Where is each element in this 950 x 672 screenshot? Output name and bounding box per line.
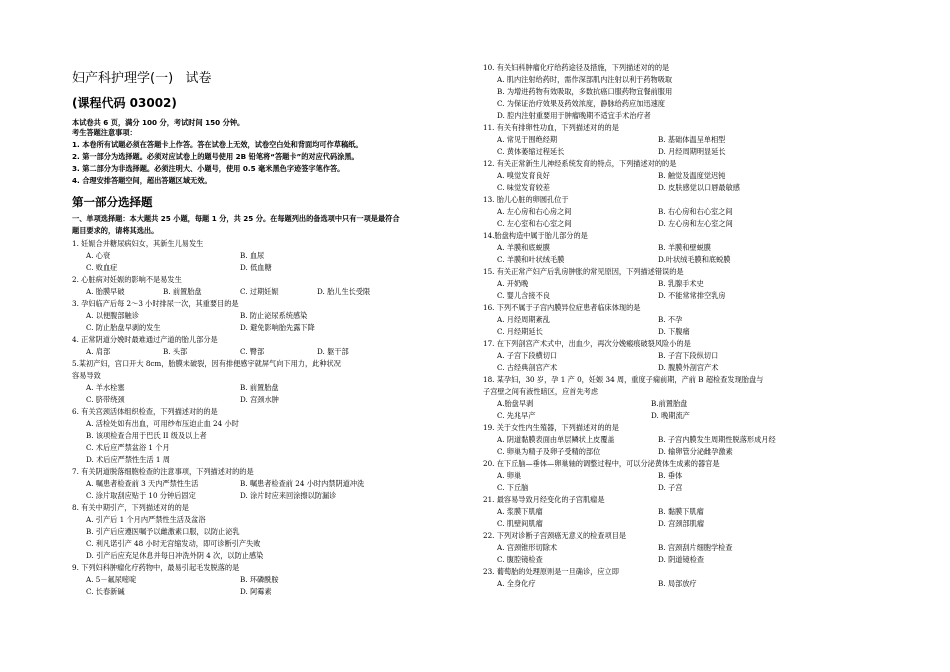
answer-option: B. 该项检查合用于巴氏 II 级及以上者 [86, 431, 207, 440]
answer-option: C. 臀部 [240, 347, 265, 356]
answer-option: D. 腔内注射重要用于肿瘤晚期不适宜手术治疗者 [497, 111, 651, 120]
question-stem: 20. 在下丘脑—垂体—卵巢轴的调整过程中，可以分泌黄体生成素的器官是 [483, 459, 720, 468]
answer-option: A. 5－氟尿嘧啶 [86, 575, 137, 584]
answer-option: A. 心衰 [86, 251, 111, 260]
question-stem: 17. 在下列剖宫产术式中，出血少，再次分娩瘢痕破裂风险小的是 [483, 339, 691, 348]
answer-option: B. 为增进药物有效吸取，多数抗癌口服药物宜餐前服用 [497, 87, 673, 96]
answer-option: D. 不能常常排空乳房 [658, 291, 726, 300]
answer-option: A. 全身化疗 [497, 579, 536, 588]
answer-option: B. 子宫下段纵切口 [658, 351, 719, 360]
answer-option: C. 术后应严禁盆浴 1 个月 [86, 443, 170, 452]
answer-option: C. 先兆早产 [497, 411, 536, 420]
answer-option: C. 长春新碱 [86, 587, 125, 596]
answer-option: C. 婴儿含接不良 [497, 291, 550, 300]
question-stem: 5.某初产妇，宫口开大 8cm，胎膜未破裂，因有排便感宇就屏气向下用力，此种状况 [72, 359, 341, 368]
answer-option: C. 利凡诺引产 48 小时无宫缩发动，即可诊断引产失败 [86, 539, 261, 548]
answer-option: D. 输卵管分泌雌孕激素 [658, 447, 733, 456]
exam-info: 本试卷共 6 页，满分 100 分，考试时间 150 分钟。 [72, 118, 245, 127]
answer-option: B. 子宫内膜发生周期性脱落形成月经 [658, 435, 776, 444]
question-stem: 14.胎盘构造中属于胎儿部分的是 [483, 231, 588, 240]
answer-option: D. 皮肤感觉以口唇最敏感 [658, 183, 740, 192]
answer-option: B. 基础体温呈单相型 [658, 135, 726, 144]
question-stem: 22. 下列对诊断子宫颈癌无意义的检查项目是 [483, 531, 627, 540]
answer-option: D. 子宫 [658, 483, 683, 492]
question-stem: 容易导致 [72, 371, 101, 380]
answer-option: A.胎盘早剥 [497, 399, 534, 408]
question-stem: 18. 某孕妇，30 岁，孕 1 产 0，妊娠 34 周，重度子痫前期，产前 B 超检查发现胎盘与 [483, 375, 764, 384]
question-stem: 子宫壁之间有液性暗区，应首先考虑 [483, 387, 599, 396]
answer-option: C. 黄体萎缩过程延长 [497, 147, 565, 156]
answer-option: C. 防止胎盘早剥的发生 [86, 323, 161, 332]
answer-option: D. 宫颈部肌瘤 [658, 519, 705, 528]
answer-option: D. 下腹痛 [658, 327, 690, 336]
answer-option: B. 头部 [163, 347, 188, 356]
answer-option: A. 以便腹部触诊 [86, 311, 139, 320]
answer-option: B. 乳腺手术史 [658, 279, 704, 288]
answer-option: D. 胎儿生长受限 [317, 287, 371, 296]
answer-option: B. 嘱患者检查前 24 小时内禁阴道冲洗 [240, 479, 365, 488]
answer-option: B. 黏膜下肌瘤 [658, 507, 704, 516]
answer-option: B. 羊膜和壁蜕膜 [658, 243, 711, 252]
section-instruction-2: 题目要求的，请将其选出。 [72, 226, 159, 235]
answer-option: B. 引产后应遵医嘱予以雌激素口服，以防止泌乳 [86, 527, 240, 536]
answer-option: A. 羊膜和底蜕膜 [497, 243, 550, 252]
answer-option: B. 前置胎盘 [240, 383, 279, 392]
answer-option: D. 月经周期明显延长 [658, 147, 726, 156]
answer-option: A. 开奶晚 [497, 279, 529, 288]
answer-option: D. 避免影响胎先露下降 [240, 323, 315, 332]
answer-option: C. 卵巢为精子及卵子受精的部位 [497, 447, 601, 456]
answer-option: D. 晚期流产 [651, 411, 690, 420]
answer-option: C. 肌壁间肌瘤 [497, 519, 543, 528]
answer-option: C. 腹腔镜检查 [497, 555, 543, 564]
note-4: 4. 合理安排答题空间，超出答题区域无效。 [72, 176, 212, 185]
answer-option: A. 胎膜早破 [86, 287, 125, 296]
answer-option: B. 不孕 [658, 315, 683, 324]
question-stem: 16. 下列不属于子宫内膜异位症患者临床体现的是 [483, 303, 641, 312]
answer-option: A. 引产后 1 个月内严禁性生活及盆浴 [86, 515, 206, 524]
answer-option: D. 左心房和左心室之间 [658, 219, 733, 228]
answer-option: B.前置胎盘 [651, 399, 688, 408]
part-one-heading: 第一部分选择题 [72, 195, 153, 209]
answer-option: A. 阴道黏膜表面由单层鳞状上皮覆盖 [497, 435, 615, 444]
answer-option: B. 垂体 [658, 471, 683, 480]
question-stem: 2. 心脏病对妊娠的影响不是易发生 [72, 275, 182, 284]
answer-option: C. 羊膜和叶状绒毛膜 [497, 255, 565, 264]
answer-option: D. 引产后应充足休息并每日冲洗外阴 4 次，以防止感染 [86, 551, 264, 560]
section-instruction-1: 一、单项选择题：本大题共 25 小题，每题 1 分，共 25 分。在每题列出的备选项中只有一项是最符合 [72, 214, 400, 223]
answer-option: A. 肩部 [86, 347, 111, 356]
answer-option: B. 宫颈刮片细胞学检查 [658, 543, 733, 552]
answer-option: A. 左心房和右心房之间 [497, 207, 572, 216]
answer-option: C. 左心室和右心室之间 [497, 219, 572, 228]
answer-option: A. 卵巢 [497, 471, 522, 480]
question-stem: 15. 有关正常产妇产后乳房肿胀的常见原因，下列描述错误的是 [483, 267, 684, 276]
answer-option: B. 右心房和右心室之间 [658, 207, 733, 216]
answer-option: A. 肌内注射给药时，需作深部肌内注射以利于药物吸取 [497, 75, 673, 84]
answer-option: B. 血尿 [240, 251, 265, 260]
question-stem: 12. 有关正常新生儿神经系统发育的特点，下列描述对的的是 [483, 159, 677, 168]
answer-option: C. 涂片取刮应贴于 10 分钟后固定 [86, 491, 196, 500]
answer-option: C. 为保证治疗效果及药效浓度，静脉给药应加迅速度 [497, 99, 665, 108]
question-stem: 8. 有关中期引产，下列描述对的的是 [72, 503, 189, 512]
answer-option: D. 术后应严禁性生活 1 周 [86, 455, 170, 464]
answer-option: C. 下丘脑 [497, 483, 529, 492]
answer-option: C. 脐带绕颈 [86, 395, 125, 404]
answer-option: A. 常见于围绝经期 [497, 135, 558, 144]
answer-option: A. 浆膜下肌瘤 [497, 507, 543, 516]
answer-option: D. 腹膜外剖宫产术 [658, 363, 719, 372]
answer-option: D. 阴道镜检查 [658, 555, 705, 564]
question-stem: 4. 正常阴道分娩时最难通过产道的胎儿部分是 [72, 335, 218, 344]
answer-option: D. 涂片时应来回涂擦以防漏诊 [240, 491, 337, 500]
question-stem: 6. 有关宫颈活体组织检查，下列描述对的的是 [72, 407, 218, 416]
question-stem: 9. 下列妇科肿瘤化疗药物中，最易引起毛发脱落的是 [72, 563, 240, 572]
answer-option: A. 活检处如有出血，可用纱布压迫止血 24 小时 [86, 419, 239, 428]
answer-option: A. 子宫下段横切口 [497, 351, 558, 360]
question-stem: 7. 有关阴道脱落细胞检查的注意事项，下列描述对的的是 [72, 467, 254, 476]
answer-option: A. 月经周期紊乱 [497, 315, 550, 324]
answer-option: C. 败血症 [86, 263, 118, 272]
answer-option: D. 阿霉素 [240, 587, 272, 596]
question-stem: 11. 有关有排卵性功血，下列描述对的的是 [483, 123, 619, 132]
answer-option: C. 月经期延长 [497, 327, 543, 336]
course-code: (课程代码 03002) [72, 96, 177, 110]
question-stem: 13. 胎儿心脏的卵圆孔位于 [483, 195, 569, 204]
answer-option: A. 宫颈锥形切除术 [497, 543, 558, 552]
answer-option: B. 局部放疗 [658, 579, 697, 588]
note-1: 1. 本卷所有试题必须在答题卡上作答。答在试卷上无效，试卷空白处和背面均可作草稿纸。 [72, 140, 363, 149]
answer-option: B. 环磷酰胺 [240, 575, 279, 584]
question-stem: 3. 孕妇临产后每 2～3 小时排尿一次，其重要目的是 [72, 299, 239, 308]
question-stem: 1. 妊娠合并糖尿病妇女，其新生儿易发生 [72, 239, 204, 248]
answer-option: D. 低血糖 [240, 263, 272, 272]
answer-option: C. 过期妊娠 [240, 287, 279, 296]
answer-option: A. 嗅觉发育良好 [497, 171, 550, 180]
answer-option: A. 嘱患者检查前 3 天内严禁性生活 [86, 479, 199, 488]
answer-option: D.叶状绒毛膜和底蜕膜 [658, 255, 731, 264]
note-3: 3. 第二部分为非选择题。必须注明大、小题号，使用 0.5 毫米黑色字迹签字笔作答。 [72, 164, 345, 173]
answer-option: B. 防止泌尿系统感染 [240, 311, 308, 320]
question-stem: 23. 葡萄胎的处理原则是一旦确诊，应立即 [483, 567, 619, 576]
answer-option: C. 古经典剖宫产术 [497, 363, 558, 372]
notes-title: 考生答题注意事项： [72, 128, 137, 137]
answer-option: D. 躯干部 [317, 347, 349, 356]
note-2: 2. 第一部分为选择题。必须对应试卷上的题号使用 2B 铅笔将“答题卡”的对应代码涂黑。 [72, 152, 359, 161]
question-stem: 10. 有关妇科肿瘤化疗给药途径及措施，下列描述对的的是 [483, 63, 670, 72]
answer-option: B. 触觉及温度觉迟钝 [658, 171, 726, 180]
answer-option: C. 味觉发育较差 [497, 183, 550, 192]
question-stem: 19. 关于女性内生殖器，下列描述对的的是 [483, 423, 619, 432]
answer-option: D. 宫颈水肿 [240, 395, 279, 404]
question-stem: 21. 最容易导致月经变化的子宫肌瘤是 [483, 495, 605, 504]
exam-title: 妇产科护理学(一) 试卷 [72, 71, 212, 86]
answer-option: A. 羊水栓塞 [86, 383, 125, 392]
answer-option: B. 前置胎盘 [163, 287, 202, 296]
